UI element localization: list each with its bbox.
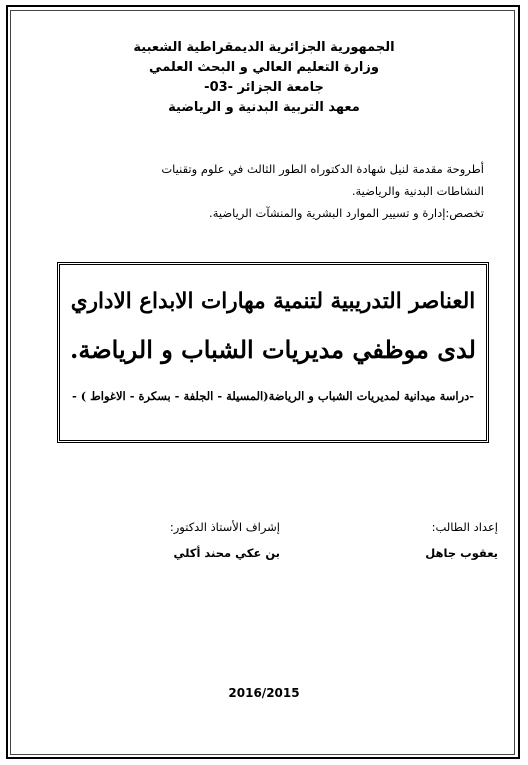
supervisor-name: بن عكي محند أكلي: [173, 546, 280, 560]
thesis-title-line-1: العناصر التدريبية لتنمية مهارات الابداع الاداري: [70, 289, 476, 314]
academic-year: 2016/2015: [228, 686, 300, 700]
thesis-description: [64, 158, 484, 224]
institution-header: [40, 38, 488, 118]
student-block: [425, 514, 498, 566]
republic-line: الجمهورية الجزائرية الديمقراطية الشعبية: [133, 40, 395, 55]
student-label: إعداد الطالب:: [431, 520, 498, 534]
ministry-line: وزارة التعليم العالي و البحث العلمي: [149, 60, 379, 75]
thesis-title-box: [57, 262, 489, 443]
supervisor-label: إشراف الأستاذ الدكتور:: [169, 520, 280, 534]
supervisor-block: [30, 514, 280, 566]
thesis-subtitle: -دراسة ميدانية لمديريات الشباب و الرياضة(المسيلة - الجلفة - بسكرة - الاغواط ) -: [71, 389, 475, 403]
university-line: جامعة الجزائر -03-: [204, 80, 324, 95]
student-name: يعقوب جاهل: [425, 546, 498, 560]
institute-line: معهد التربية البدنية و الرياضية: [168, 100, 360, 115]
thesis-specialty: تخصص:إدارة و تسيير الموارد البشرية والمنشآت الرياضية.: [209, 206, 484, 220]
thesis-title-line-2: لدى موظفي مديريات الشباب و الرياضة.: [70, 335, 476, 364]
thesis-line-1: أطروحة مقدمة لنيل شهادة الدكتوراه الطور الثالث في علوم وتقنيات: [161, 162, 484, 176]
thesis-line-2: النشاطات البدنية والرياضية.: [351, 184, 484, 198]
